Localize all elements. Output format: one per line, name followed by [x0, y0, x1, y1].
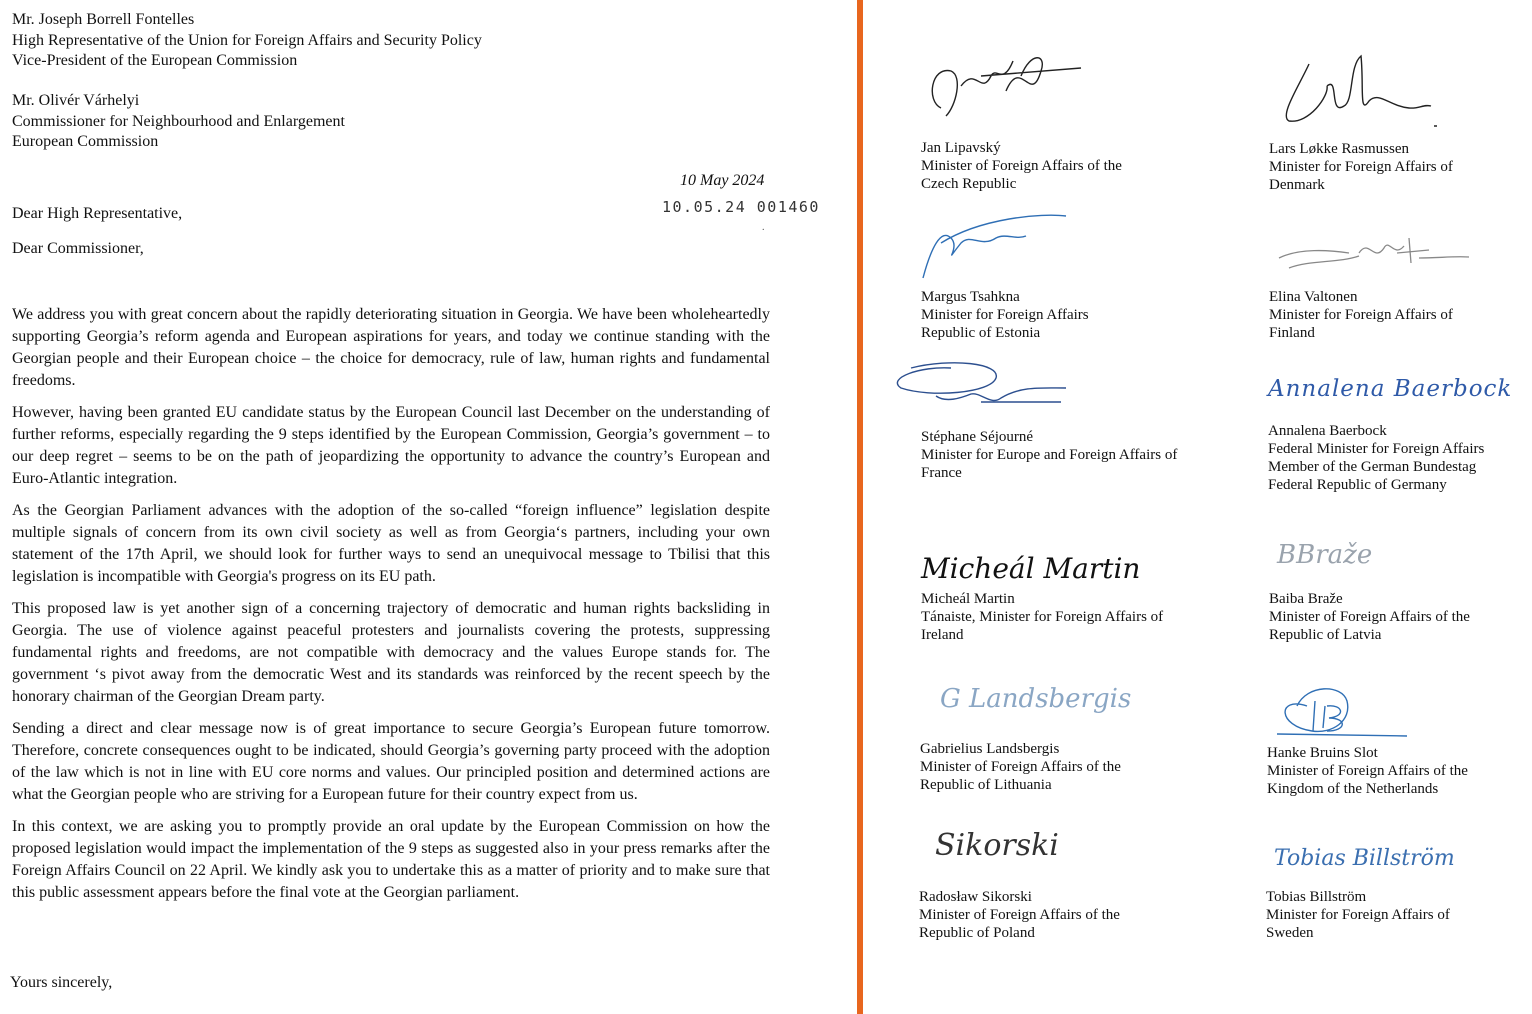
recipient-title: Commissioner for Neighbourhood and Enlargement [12, 112, 345, 130]
recipient-organization: European Commission [12, 133, 159, 150]
signatory-country: Ireland [921, 627, 964, 643]
signatory-name: Jan Lipavský [921, 140, 1001, 156]
signatory-country: Republic of Lithuania [920, 777, 1052, 793]
signature-image: Micheál Martin [921, 552, 1141, 585]
signatory-name: Lars Løkke Rasmussen [1269, 141, 1409, 157]
signatory-title: Minister of Foreign Affairs of the [921, 158, 1122, 174]
signature-image: Tobias Billström [1274, 846, 1455, 871]
signatory-title: Minister for Foreign Affairs [921, 307, 1089, 323]
signatory-name: Margus Tsahkna [921, 289, 1020, 305]
stamp-mark: . [762, 222, 765, 233]
recipient-block-1 [12, 10, 482, 72]
paragraph: In this context, we are asking you to promptly provide an oral update by the European Commission on how the proposed legislation would impact the implementation of the 9 steps as suggested also in your press remarks after the Foreign Affairs Council on 22 April. We kindly ask you to undertake this as a matter of priority and to make sure that this public assessment appears before the final vote at the Georgian parliament. [12, 818, 770, 901]
signatory-name: Annalena Baerbock [1268, 423, 1387, 439]
signature-image: BBraže [1277, 540, 1373, 570]
signature-page [863, 0, 1532, 1014]
signatory-name: Tobias Billström [1266, 889, 1367, 905]
signatory-country: France [921, 465, 962, 481]
signature-image [1269, 46, 1489, 136]
signatory-title: Minister of Foreign Affairs of the [1267, 763, 1468, 779]
recipient-title: Vice-President of the European Commission [12, 52, 298, 69]
recipient-name: Mr. Olivér Várhelyi [12, 92, 140, 109]
paragraph: This proposed law is yet another sign of a concerning trajectory of democratic and human rights backsliding in Georgia. The use of violence against peaceful protesters and journalists covering the protests, suppressing fundamental rights and freedoms, are not compatible with democracy and the values Europe stands for. The government ‘s pivot away from the democratic West and its standards was reinforced by the recent speech by the honorary chairman of the Georgian Dream party. [12, 600, 770, 705]
signatory-name: Baiba Braže [1269, 591, 1343, 607]
signatory-country: Republic of Estonia [921, 325, 1041, 341]
signatory-title: Minister for Foreign Affairs of [1266, 907, 1450, 923]
recipient-block-2 [12, 91, 345, 153]
signatory-country: Sweden [1266, 925, 1314, 941]
signatory-title: Federal Minister for Foreign Affairs [1268, 441, 1485, 457]
signatory-country: Republic of Poland [919, 925, 1035, 941]
signature-image [1267, 676, 1487, 746]
signatory-name: Elina Valtonen [1269, 289, 1358, 305]
letter-body [12, 304, 770, 914]
recipient-name: Mr. Joseph Borrell Fontelles [12, 11, 195, 28]
signatory-country: Republic of Latvia [1269, 627, 1382, 643]
signatory-title: Minister for Foreign Affairs of [1269, 307, 1453, 323]
paragraph: We address you with great concern about the rapidly deteriorating situation in Georgia. We have been wholeheartedly supporting Georgia’s reform agenda and European aspirations for years, and today we continue standing with the Georgian people and their European choice – the choice for democracy, rule of law, human rights and fundamental freedoms. [12, 306, 770, 389]
signatory-name: Radosław Sikorski [919, 889, 1032, 905]
registry-stamp: 10.05.24 001460 [662, 198, 820, 216]
signatory-title: Tánaiste, Minister for Foreign Affairs of [921, 609, 1164, 625]
signatory-country: Finland [1269, 325, 1315, 341]
letter-date: 10 May 2024 [680, 172, 765, 189]
signatory-country: Czech Republic [921, 176, 1017, 192]
paragraph: However, having been granted EU candidate status by the European Council last December on the understanding of further reforms, especially regarding the 9 steps identified by the European Commission, Georgia’s government – to our deep regret – seems to be on the path of jeopardizing the opportunity to advance the country’s European and Euro-Atlantic integration. [12, 404, 770, 487]
paragraph: As the Georgian Parliament advances with the adoption of the so-called “foreign influence” legislation despite multiple signals of concern from its own civil society as well as from Georgia‘s partners, including your own statement of the 17th April, we should look for further ways to send an unequivocal message to Tbilisi that this legislation is incompatible with Georgia's progress on its EU path. [12, 502, 770, 585]
signatory-title: Member of the German Bundestag [1268, 459, 1477, 475]
signatory-title: Minister of Foreign Affairs of the [1269, 609, 1470, 625]
recipient-title: High Representative of the Union for Foreign Affairs and Security Policy [12, 31, 482, 49]
signature-image: Annalena Baerbock [1268, 376, 1513, 402]
signatory-name: Hanke Bruins Slot [1267, 745, 1378, 761]
signatory-name: Micheál Martin [921, 591, 1015, 607]
signature-image [1269, 208, 1489, 288]
signature-image [921, 208, 1141, 288]
signature-image [921, 46, 1141, 131]
signatory-country: Federal Republic of Germany [1268, 477, 1447, 493]
signatory-name: Stéphane Séjourné [921, 429, 1034, 445]
signature-image [891, 358, 1111, 428]
salutation-1: Dear High Representative, [12, 205, 183, 222]
signatory-country: Kingdom of the Netherlands [1267, 781, 1439, 797]
salutation-2: Dear Commissioner, [12, 240, 144, 257]
signature-image: G Landsbergis [940, 684, 1132, 714]
signatory-title: Minister of Foreign Affairs of the [919, 907, 1120, 923]
signatory-name: Gabrielius Landsbergis [920, 741, 1060, 757]
signature-image: Sikorski [935, 828, 1059, 863]
signatory-title: Minister for Europe and Foreign Affairs of [921, 447, 1178, 463]
paragraph: Sending a direct and clear message now is of great importance to secure Georgia’s European future tomorrow. Therefore, concrete consequences ought to be indicated, should Georgia’s governing party proceed with the adoption of the law which is not in line with EU core norms and values. Our principled position and determined actions are what the Georgian people who are striving for a European future for their country expect from us. [12, 720, 770, 803]
signatory-title: Minister for Foreign Affairs of [1269, 159, 1453, 175]
signatory-title: Minister of Foreign Affairs of the [920, 759, 1121, 775]
closing: Yours sincerely, [10, 974, 113, 991]
signatory-country: Denmark [1269, 177, 1325, 193]
